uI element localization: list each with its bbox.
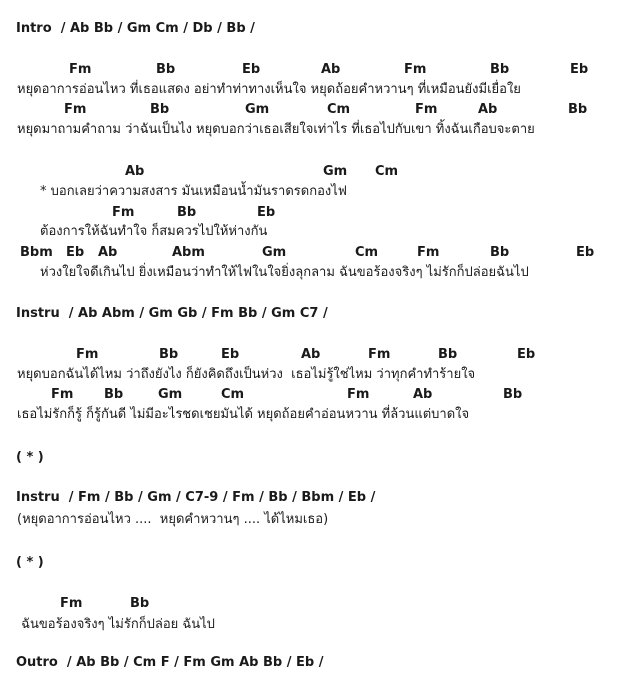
outro-line: Outro / Ab Bb / Cm F / Fm Gm Ab Bb / Eb / bbox=[16, 655, 324, 670]
chord: Bb bbox=[177, 205, 197, 220]
repeat-marker: ( * ) bbox=[16, 555, 44, 570]
chord: Fm bbox=[76, 347, 99, 362]
chord: Eb bbox=[242, 62, 261, 77]
chord: Ab bbox=[125, 164, 145, 179]
chord: Bbm bbox=[20, 245, 53, 260]
chord: Bb bbox=[503, 387, 523, 402]
instru-line: Instru / Fm / Bb / Gm / C7-9 / Fm / Bb / Bbm / Eb / bbox=[16, 490, 376, 505]
chord: Eb bbox=[66, 245, 85, 260]
chord: Bb bbox=[104, 387, 124, 402]
chord: Gm bbox=[323, 164, 348, 179]
chord: Cm bbox=[327, 102, 351, 117]
chord: Ab bbox=[478, 102, 498, 117]
instru-note: (หยุดอาการอ่อนไหว .... หยุดคำหวานๆ .... ได้ไหมเธอ) bbox=[17, 512, 329, 527]
chord: Fm bbox=[51, 387, 74, 402]
chord: Fm bbox=[415, 102, 438, 117]
chord: Bb bbox=[156, 62, 176, 77]
chord: Eb bbox=[221, 347, 240, 362]
chord: Fm bbox=[60, 596, 83, 611]
chord: Fm bbox=[417, 245, 440, 260]
chord: Bb bbox=[150, 102, 170, 117]
chord: Fm bbox=[368, 347, 391, 362]
chord: Gm bbox=[262, 245, 287, 260]
chord: Gm bbox=[245, 102, 270, 117]
chord: Gm bbox=[158, 387, 183, 402]
lyric-line: ห่วงใยใจดีเกินไป ยิ่งเหมือนว่าทำให้ไฟในใจยิ่งลุกลาม ฉันขอร้องจริงๆ ไม่รักก็ปล่อยฉันไป bbox=[40, 265, 529, 280]
chord: Abm bbox=[172, 245, 205, 260]
lyric-line: หยุดมาถามคำถาม ว่าฉันเป็นไง หยุดบอกว่าเธอเสียใจเท่าไร ที่เธอไปกับเขา ทิ้งฉันเกือบจะตาย bbox=[17, 122, 535, 137]
chord: Cm bbox=[355, 245, 379, 260]
chord: Bb bbox=[490, 245, 510, 260]
chord: Ab bbox=[321, 62, 341, 77]
chord: Bb bbox=[490, 62, 510, 77]
chord: Ab bbox=[301, 347, 321, 362]
lyric-line: ต้องการให้ฉันทำใจ ก็สมควรไปให้ห่างกัน bbox=[40, 224, 268, 239]
intro-line: Intro / Ab Bb / Gm Cm / Db / Bb / bbox=[16, 21, 255, 36]
chord: Bb bbox=[438, 347, 458, 362]
lyric-line: ฉันขอร้องจริงๆ ไม่รักก็ปล่อย ฉันไป bbox=[17, 617, 215, 632]
chord: Eb bbox=[257, 205, 276, 220]
chord: Fm bbox=[404, 62, 427, 77]
chord: Eb bbox=[517, 347, 536, 362]
chord: Cm bbox=[221, 387, 245, 402]
lyric-line: หยุดอาการอ่อนไหว ที่เธอแสดง อย่าทำท่าทางเห็นใจ หยุดถ้อยคำหวานๆ ที่เหมือนยังมีเยื่อใย bbox=[17, 82, 521, 97]
chord: Ab bbox=[413, 387, 433, 402]
repeat-marker: ( * ) bbox=[16, 450, 44, 465]
chord: Ab bbox=[98, 245, 118, 260]
chord: Eb bbox=[576, 245, 595, 260]
lyric-line: หยุดบอกฉันได้ไหม ว่าถึงยังไง ก็ยังคิดถึงเป็นห่วง เธอไม่รู้ใช่ไหม ว่าทุกคำทำร้ายใจ bbox=[17, 367, 476, 382]
lyric-line: * บอกเลยว่าความสงสาร มันเหมือนน้ำมันราดรดกองไฟ bbox=[40, 184, 347, 199]
instru-line: Instru / Ab Abm / Gm Gb / Fm Bb / Gm C7 / bbox=[16, 306, 328, 321]
lyric-line: เธอไม่รักก็รู้ ก็รู้กันดี ไม่มีอะไรชดเชยมันได้ หยุดถ้อยคำอ่อนหวาน ที่ล้วนแต่บาดใจ bbox=[17, 407, 470, 422]
chord: Fm bbox=[347, 387, 370, 402]
chord: Eb bbox=[570, 62, 589, 77]
chord: Fm bbox=[64, 102, 87, 117]
chord: Fm bbox=[112, 205, 135, 220]
chord: Bb bbox=[159, 347, 179, 362]
chord: Bb bbox=[568, 102, 588, 117]
chord: Cm bbox=[375, 164, 399, 179]
chord: Fm bbox=[69, 62, 92, 77]
chord: Bb bbox=[130, 596, 150, 611]
